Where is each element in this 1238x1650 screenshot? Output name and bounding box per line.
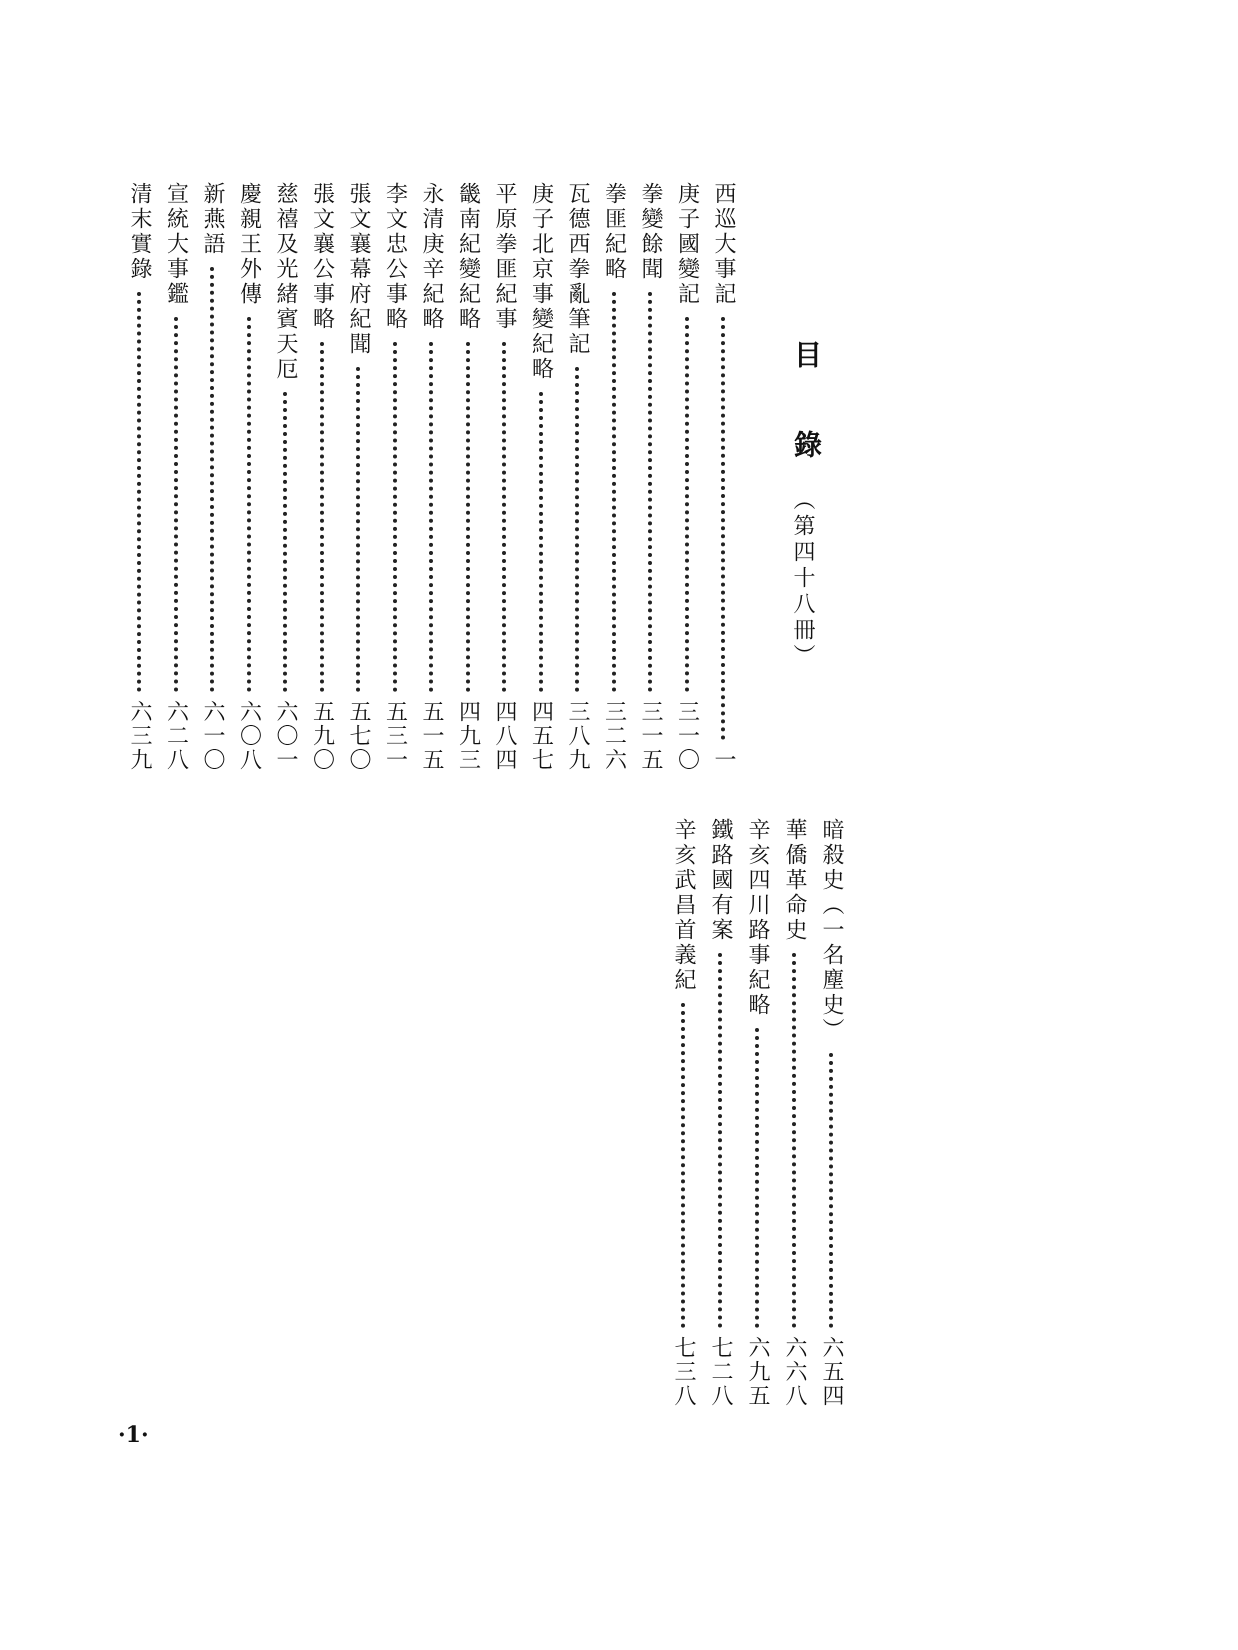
dot-leader (648, 292, 652, 692)
entry-title: 鐵路國有案 (708, 818, 733, 943)
entry-page: 一 (711, 748, 736, 772)
toc-entry (742, 818, 772, 1408)
dot-leader (429, 342, 433, 692)
entry-title: 庚子國變記 (674, 182, 700, 307)
volume-label: （第四十八冊） (790, 488, 815, 670)
dot-leader (137, 292, 141, 692)
entry-title: 張文襄幕府紀聞 (346, 182, 371, 357)
entry-page: 六一〇 (200, 700, 225, 772)
entry-title: 華僑革命史 (782, 818, 807, 943)
entry-page: 六五四 (819, 1336, 844, 1408)
entry-title: 宣統大事鑑 (163, 182, 189, 307)
entry-page: 三八九 (565, 700, 590, 772)
entry-title: 暗殺史（一名塵史） (819, 818, 844, 1043)
toc-entry (816, 818, 846, 1408)
dot-leader (792, 953, 796, 1328)
dot-leader (721, 317, 725, 740)
dot-leader (539, 392, 543, 692)
dot-leader (575, 367, 579, 692)
entry-page: 六二八 (163, 700, 189, 772)
dot-leader (502, 342, 506, 692)
toc-entry (779, 818, 809, 1408)
toc-entry (668, 818, 698, 1408)
toc-entry (489, 182, 519, 772)
page-number: ·1· (118, 1422, 149, 1448)
entry-page: 六〇一 (273, 700, 298, 772)
entry-title: 辛亥四川路事紀略 (745, 818, 770, 1018)
entry-title: 慈禧及光緒賓天厄 (273, 182, 298, 382)
entry-title: 李文忠公事略 (382, 182, 408, 332)
entry-title: 庚子北京事變紀略 (528, 182, 554, 382)
entry-page: 四五七 (528, 700, 554, 772)
entry-page: 五三一 (382, 700, 408, 772)
toc-entry (124, 182, 154, 772)
entry-title: 拳匪紀略 (601, 182, 627, 282)
dot-leader (612, 292, 616, 692)
toc-entry (453, 182, 483, 772)
dot-leader (755, 1028, 759, 1328)
entry-title: 畿南紀變紀略 (455, 182, 481, 332)
entry-page: 七三八 (671, 1336, 696, 1408)
dot-leader (247, 317, 251, 692)
entry-page: 三二六 (601, 700, 627, 772)
dot-leader (393, 342, 397, 692)
entry-page: 四九三 (455, 700, 481, 772)
entry-title: 張文襄公事略 (309, 182, 335, 332)
entry-page: 四八四 (492, 700, 517, 772)
dot-leader (685, 317, 689, 692)
toc-entry (234, 182, 264, 772)
toc-entry (307, 182, 337, 772)
entry-title: 拳變餘聞 (638, 182, 663, 282)
toc-heading-lu: 錄 (790, 430, 823, 458)
entry-title: 瓦德西拳亂筆記 (565, 182, 590, 357)
entry-page: 五九〇 (309, 700, 335, 772)
toc-entry (562, 182, 592, 772)
dot-leader (681, 1003, 685, 1328)
toc-entry (705, 818, 735, 1408)
entry-page: 六〇八 (236, 700, 262, 772)
toc-entry (161, 182, 191, 772)
entry-page: 三一五 (638, 700, 663, 772)
dot-leader (174, 317, 178, 692)
entry-title: 永清庚辛紀略 (419, 182, 444, 332)
entry-title: 清末實錄 (127, 182, 152, 282)
dot-leader (210, 267, 214, 692)
dot-leader (320, 342, 324, 692)
toc-entry (380, 182, 410, 772)
toc-entry (416, 182, 446, 772)
toc-entry (708, 182, 738, 772)
entry-title: 西巡大事記 (711, 182, 736, 307)
entry-page: 六三九 (127, 700, 152, 772)
entry-title: 平原拳匪紀事 (492, 182, 517, 332)
toc-entry (197, 182, 227, 772)
dot-leader (466, 342, 470, 692)
entry-page: 五一五 (419, 700, 444, 772)
toc-entry (672, 182, 702, 772)
dot-leader (829, 1053, 833, 1328)
toc-entry (635, 182, 665, 772)
dot-leader (283, 392, 287, 692)
entry-title: 辛亥武昌首義紀 (671, 818, 696, 993)
toc-entry (599, 182, 629, 772)
toc-heading-mu: 目 (790, 340, 823, 368)
entry-title: 新燕語 (200, 182, 225, 257)
toc-entry (343, 182, 373, 772)
entry-title: 慶親王外傳 (236, 182, 262, 307)
entry-page: 三一〇 (674, 700, 700, 772)
entry-page: 六六八 (782, 1336, 807, 1408)
entry-page: 五七〇 (346, 700, 371, 772)
dot-leader (356, 367, 360, 692)
entry-page: 七二八 (708, 1336, 733, 1408)
toc-entry (526, 182, 556, 772)
entry-page: 六九五 (745, 1336, 770, 1408)
dot-leader (718, 953, 722, 1328)
toc-entry (270, 182, 300, 772)
